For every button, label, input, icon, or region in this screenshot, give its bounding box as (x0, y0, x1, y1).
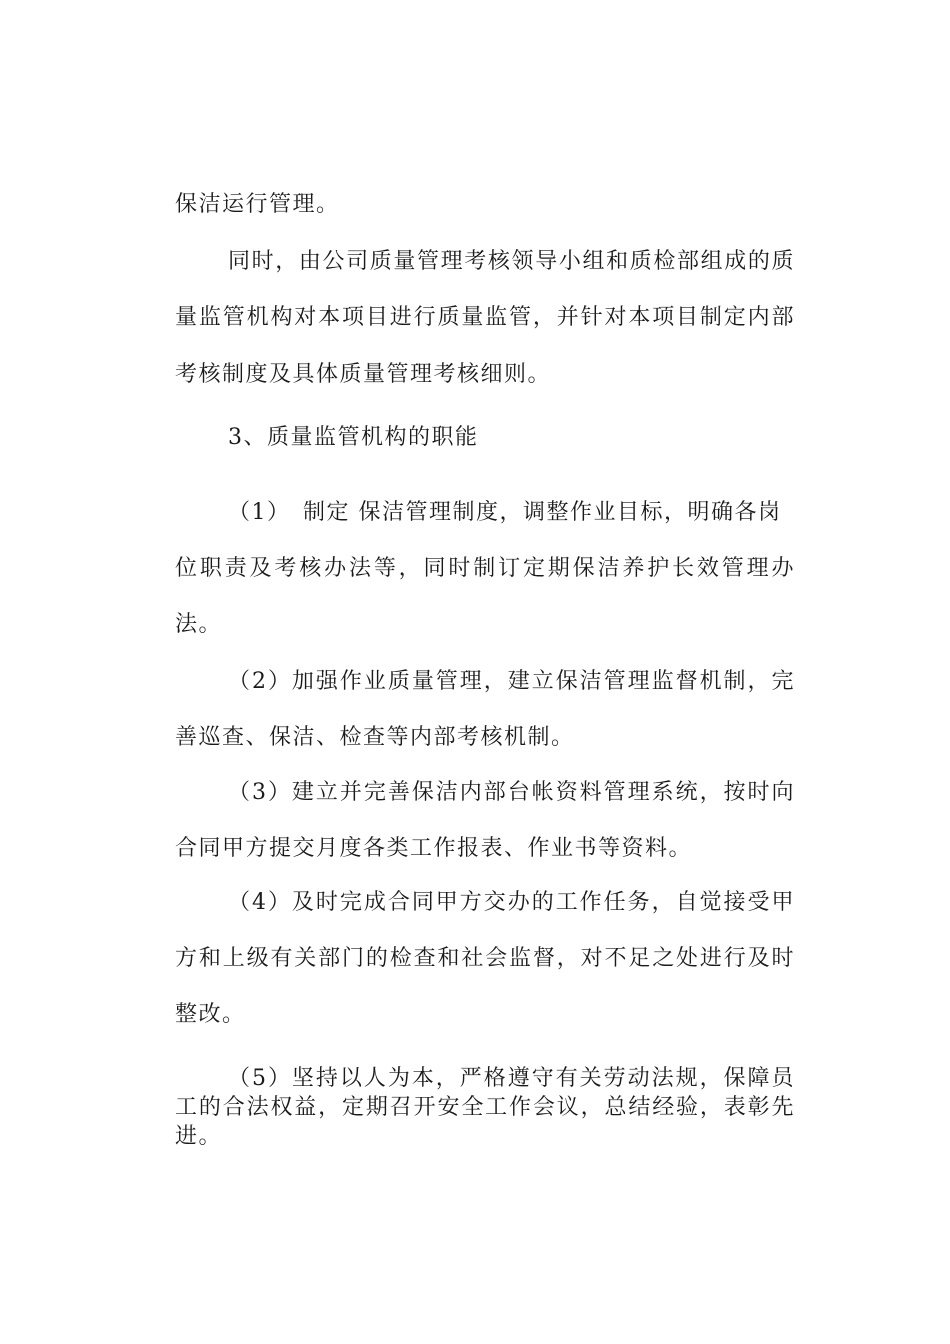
paragraph-line: 合同甲方提交月度各类工作报表、作业书等资料。 (175, 836, 693, 861)
paragraph-line: 同时，由公司质量管理考核领导小组和质检部组成的质 (228, 249, 795, 274)
paragraph-line: 考核制度及具体质量管理考核细则。 (175, 362, 552, 387)
paragraph-line: 方和上级有关部门的检查和社会监督，对不足之处进行及时 (175, 946, 795, 971)
paragraph-line: 位职责及考核办法等，同时制订定期保洁养护长效管理办 (175, 556, 795, 581)
paragraph-line: （3）建立并完善保洁内部台帐资料管理系统，按时向 (228, 780, 795, 805)
paragraph-line: 善巡查、保洁、检查等内部考核机制。 (175, 725, 575, 750)
section-heading: 3、质量监管机构的职能 (228, 425, 479, 450)
paragraph-line: 进。 (175, 1124, 223, 1149)
paragraph-line: （5）坚持以人为本，严格遵守有关劳动法规，保障员 (228, 1066, 795, 1091)
paragraph-line: 量监管机构对本项目进行质量监管，并针对本项目制定内部 (175, 305, 795, 330)
paragraph-line: 工的合法权益，定期召开安全工作会议，总结经验，表彰先 (175, 1095, 795, 1120)
paragraph-line: （4）及时完成合同甲方交办的工作任务，自觉接受甲 (228, 890, 795, 915)
paragraph-line: （1） 制定 保洁管理制度，调整作业目标，明确各岗 (228, 500, 782, 525)
paragraph-line: 法。 (175, 612, 223, 637)
paragraph-line: （2）加强作业质量管理，建立保洁管理监督机制，完 (228, 669, 795, 694)
paragraph-line: 整改。 (175, 1002, 246, 1027)
paragraph-line: 保洁运行管理。 (175, 192, 340, 217)
